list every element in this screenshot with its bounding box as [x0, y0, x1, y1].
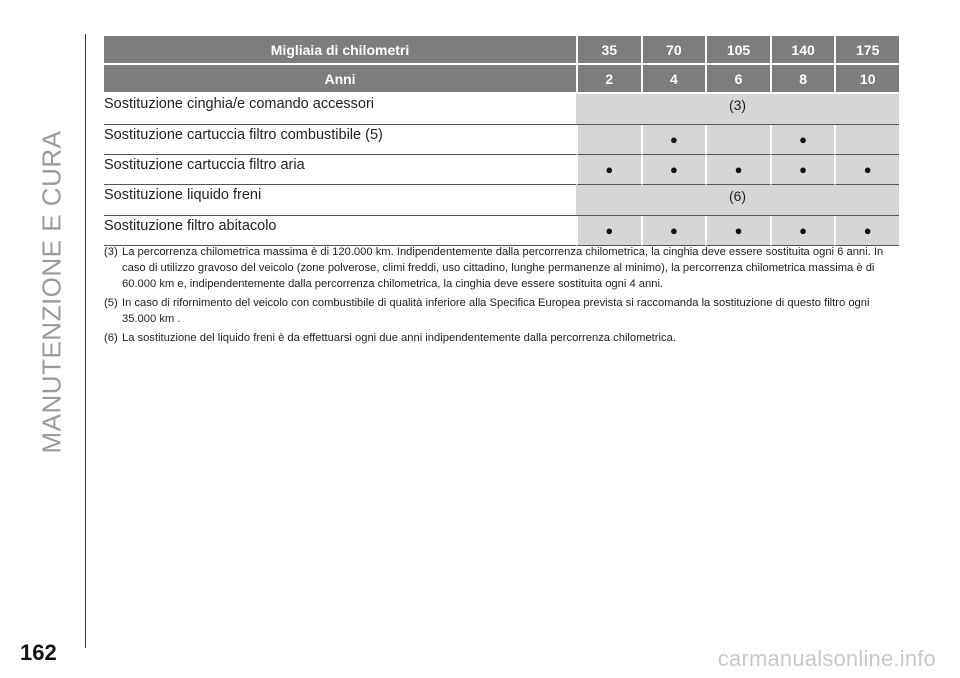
schedule-dot: ●: [641, 125, 706, 155]
schedule-dot: ●: [576, 216, 641, 246]
header-years-value: 2: [576, 65, 641, 94]
schedule-dot: ●: [641, 216, 706, 246]
header-years-value: 10: [834, 65, 899, 94]
row-span-note: (3): [576, 94, 899, 125]
schedule-dot: ●: [705, 216, 770, 246]
footnote: [104, 244, 902, 292]
row-span-note: (6): [576, 185, 899, 216]
watermark: carmanualsonline.info: [717, 646, 936, 671]
header-row-years: [104, 65, 899, 94]
maintenance-schedule-table: [104, 36, 899, 246]
schedule-dot: ●: [770, 216, 835, 246]
footnote-text: La sostituzione del liquido freni è da effettuarsi ogni due anni indipendentemente dalla percorrenza chilometrica.: [122, 332, 676, 344]
header-row-km: [104, 36, 899, 65]
header-years-value: 6: [705, 65, 770, 94]
header-km-label: Migliaia di chilometri: [104, 36, 576, 65]
header-km-value: 35: [576, 36, 641, 65]
schedule-dot: ●: [770, 155, 835, 185]
footnote: [104, 295, 902, 327]
table-row: [104, 155, 899, 185]
vertical-divider: [85, 34, 86, 648]
row-label: Sostituzione cartuccia filtro combustibile (5): [104, 125, 576, 155]
row-label: Sostituzione cartuccia filtro aria: [104, 155, 576, 185]
footnote-text: La percorrenza chilometrica massima è di 120.000 km. Indipendentemente dalla percorrenza chilometrica, la cinghia deve essere sostituita ogni 6 anni. In caso di utilizzo gravoso del veicolo (zone polverose, climi freddi, uso cittadino, lunghe permanenze al minimo), la percorrenza chilometrica massima è di 60.000 km e, indipendentemente dalla percorrenza chilometrica, la cinghia deve essere sostituita ogni 4 anni.: [122, 246, 884, 290]
header-km-value: 105: [705, 36, 770, 65]
footnotes: [104, 244, 902, 349]
schedule-cell: [834, 125, 899, 155]
table-row: [104, 185, 899, 216]
footnote-number: (5): [104, 297, 118, 309]
footnote-number: (3): [104, 246, 118, 258]
footnote-text: In caso di rifornimento del veicolo con combustibile di qualità inferiore alla Specifica Europea prevista si raccomanda la sostituzione di questo filtro ogni 35.000 km .: [122, 297, 870, 325]
header-years-value: 4: [641, 65, 706, 94]
table-row: [104, 125, 899, 155]
table-row: [104, 216, 899, 246]
schedule-dot: ●: [576, 155, 641, 185]
row-label: Sostituzione liquido freni: [104, 185, 576, 216]
footnote-number: (6): [104, 332, 118, 344]
page-number: 162: [20, 640, 57, 665]
header-years-label: Anni: [104, 65, 576, 94]
row-label: Sostituzione cinghia/e comando accessori: [104, 94, 576, 125]
table-row: [104, 94, 899, 125]
schedule-dot: ●: [770, 125, 835, 155]
schedule-cell: [705, 125, 770, 155]
header-km-value: 175: [834, 36, 899, 65]
section-side-title-text: MANUTENZIONE E CURA: [36, 130, 67, 454]
schedule-cell: [576, 125, 641, 155]
schedule-dot: ●: [641, 155, 706, 185]
header-km-value: 140: [770, 36, 835, 65]
footnote: [104, 330, 902, 346]
header-years-value: 8: [770, 65, 835, 94]
schedule-dot: ●: [834, 155, 899, 185]
schedule-dot: ●: [834, 216, 899, 246]
row-label: Sostituzione filtro abitacolo: [104, 216, 576, 246]
header-km-value: 70: [641, 36, 706, 65]
schedule-dot: ●: [705, 155, 770, 185]
